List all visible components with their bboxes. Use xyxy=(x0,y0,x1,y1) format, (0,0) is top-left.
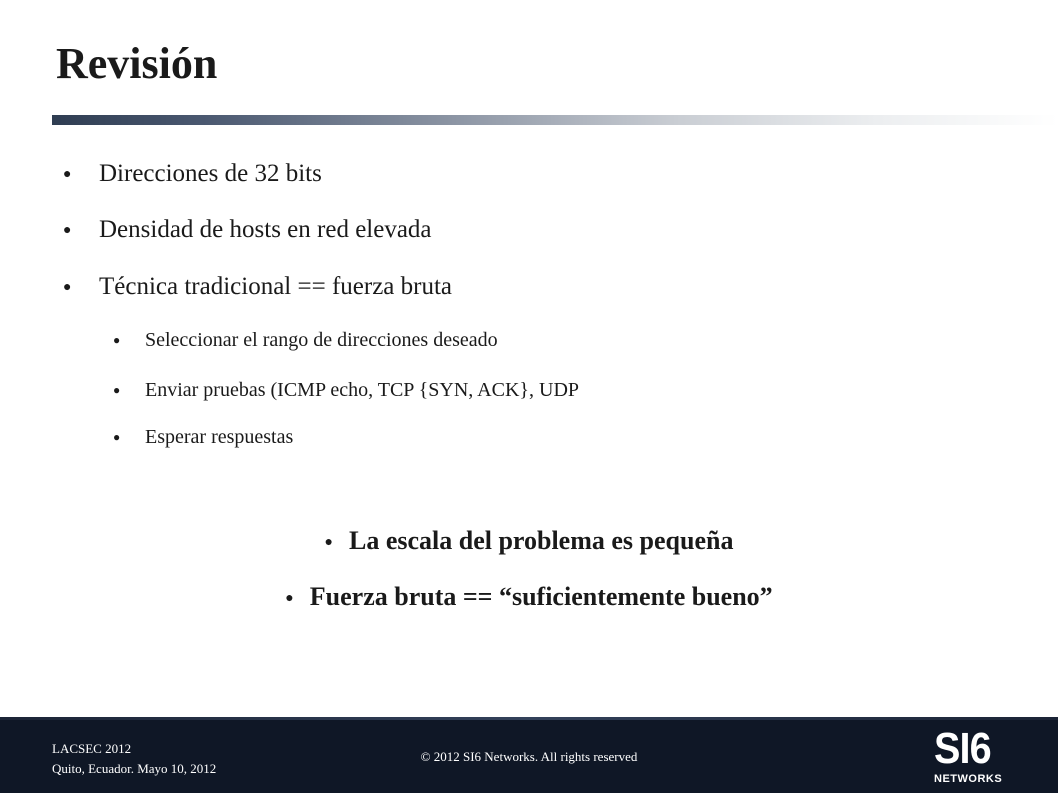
bullet-dot-icon: ● xyxy=(113,333,121,347)
bullet-text: Densidad de hosts en red elevada xyxy=(99,216,432,243)
bullet-dot-icon: ● xyxy=(285,591,294,607)
sub-bullet-text: Seleccionar el rango de direcciones deseado xyxy=(145,329,498,351)
emphasis-text: La escala del problema es pequeña xyxy=(348,526,734,555)
footer-event: LACSEC 2012 xyxy=(52,741,132,756)
bullet-item xyxy=(63,160,322,188)
footer-location-date: Quito, Ecuador. Mayo 10, 2012 xyxy=(52,761,217,776)
bullet-dot-icon: ● xyxy=(113,383,121,397)
sub-bullet-text: Enviar pruebas (ICMP echo, TCP {SYN, ACK}, UDP xyxy=(145,379,580,401)
emphasis-bullet xyxy=(0,526,1058,556)
bullet-dot-icon: ● xyxy=(113,430,121,444)
bullet-dot-icon: ● xyxy=(324,535,333,551)
bullet-item xyxy=(63,273,453,301)
footer-copyright: © 2012 SI6 Networks. All rights reserved xyxy=(420,749,638,764)
slide-footer xyxy=(0,717,1058,793)
emphasis-bullet xyxy=(0,582,1058,612)
slide-title: Revisión xyxy=(56,39,218,88)
sub-bullet-text: Esperar respuestas xyxy=(145,426,294,448)
bullet-dot-icon: ● xyxy=(63,223,72,238)
logo-subtitle: NETWORKS xyxy=(934,773,1003,785)
footer-top-border xyxy=(0,717,1058,720)
logo-mark: SI6 xyxy=(934,724,991,773)
sub-bullet-item xyxy=(113,426,294,449)
si6-networks-logo xyxy=(934,724,1030,787)
bullet-text: Técnica tradicional == fuerza bruta xyxy=(99,273,453,300)
bullet-dot-icon: ● xyxy=(63,167,72,182)
sub-bullet-item xyxy=(113,379,580,402)
bullet-text: Direcciones de 32 bits xyxy=(99,160,322,187)
bullet-item xyxy=(63,216,432,244)
bullet-dot-icon: ● xyxy=(63,280,72,295)
sub-bullet-item xyxy=(113,329,498,352)
emphasis-text: Fuerza bruta == “suficientemente bueno” xyxy=(309,582,773,611)
